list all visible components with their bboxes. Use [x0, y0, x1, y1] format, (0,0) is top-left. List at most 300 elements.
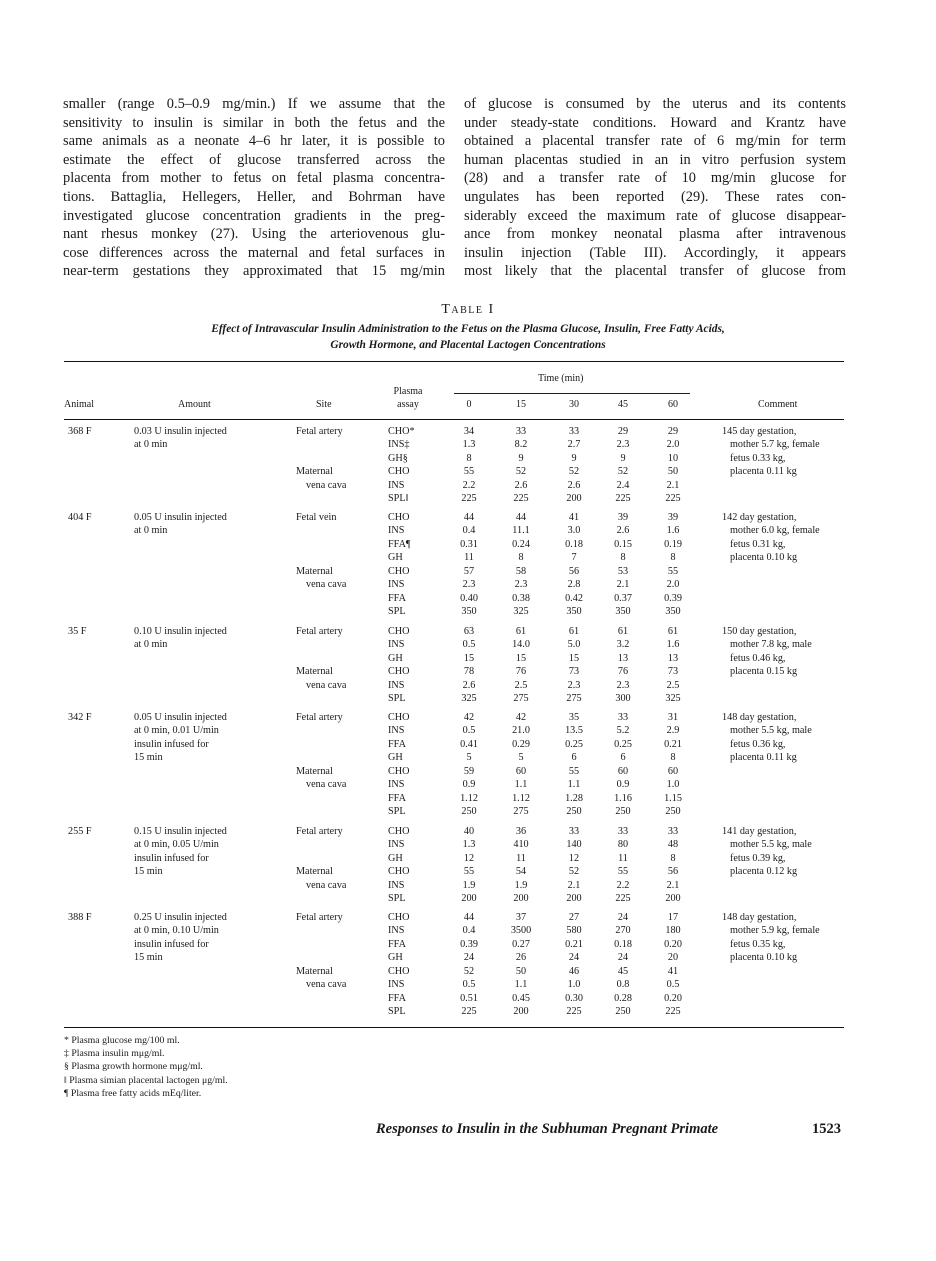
row-comment-text: fetus 0.33 kg, — [730, 452, 786, 464]
table-cell-value: 39 — [617, 512, 629, 523]
row-comment-text: mother 7.8 kg, male — [730, 639, 812, 651]
row-amount-text: 0.03 U insulin injected — [134, 426, 227, 437]
table-cell-value: 37 — [515, 912, 527, 923]
row-comment-text: mother 5.9 kg, female — [730, 925, 820, 937]
table-cell-value: 0.5 — [462, 639, 476, 651]
table-cell-value: 580 — [566, 925, 582, 937]
body-text-line: cose differences across the maternal and fetal surfaces in — [63, 244, 445, 261]
table-cell-value: 1.1 — [567, 779, 581, 791]
table-cell-value: 13 — [617, 652, 629, 664]
body-text-left-column — [63, 95, 445, 281]
table-cell-value: 225 — [513, 493, 529, 505]
header-site: Site — [316, 399, 332, 410]
table-cell-value: 2.0 — [666, 439, 680, 451]
table-cell-value: 33 — [617, 826, 629, 837]
row-assay-label: FFA — [388, 592, 406, 604]
row-assay-label: SPL — [388, 606, 406, 618]
table-cell-value: 50 — [515, 965, 527, 977]
table-cell-value: 2.2 — [462, 479, 476, 491]
table-cell-value: 55 — [463, 866, 475, 878]
table-cell-value: 35 — [568, 712, 580, 723]
header-time-30: 30 — [569, 399, 579, 410]
header-time-60: 60 — [668, 399, 678, 410]
row-amount-text: insulin infused for — [134, 938, 209, 950]
table-cell-value: 40 — [463, 826, 475, 837]
table-cell-value: 2.1 — [666, 879, 680, 891]
table-cell-value: 0.29 — [512, 738, 530, 750]
table-cell-value: 2.2 — [616, 879, 630, 891]
table-caption-line: Effect of Intravascular Insulin Administration to the Fetus on the Plasma Glucose, Insulin, Free Fatty Acids, — [211, 323, 725, 335]
table-cell-value: 200 — [461, 893, 477, 905]
header-comment: Comment — [758, 399, 798, 410]
table-cell-value: 8 — [670, 752, 676, 764]
table-cell-value: 0.21 — [565, 938, 583, 950]
row-assay-label: INS — [388, 879, 405, 891]
table-cell-value: 54 — [515, 866, 527, 878]
table-cell-value: 0.30 — [565, 992, 583, 1004]
table-cell-value: 31 — [667, 712, 679, 723]
table-cell-value: 140 — [566, 839, 582, 851]
footnote: * Plasma glucose mg/100 ml. — [64, 1035, 180, 1046]
table-cell-value: 325 — [665, 693, 681, 705]
row-comment-text: mother 5.5 kg, male — [730, 839, 812, 851]
table-cell-value: 52 — [515, 466, 527, 478]
table-cell-value: 57 — [463, 565, 475, 577]
row-site-label: Maternal — [296, 666, 333, 678]
table-cell-value: 24 — [463, 952, 475, 964]
table-cell-value: 2.6 — [567, 479, 581, 491]
table-cell-value: 8 — [518, 552, 524, 564]
table-cell-value: 80 — [617, 839, 629, 851]
row-animal-id: 35 F — [68, 626, 87, 637]
table-cell-value: 2.6 — [616, 525, 630, 537]
row-assay-label: INS — [388, 525, 405, 537]
table-cell-value: 2.1 — [616, 579, 630, 591]
row-comment-text: 142 day gestation, — [722, 512, 797, 523]
table-cell-value: 225 — [665, 1006, 681, 1018]
table-cell-value: 200 — [566, 893, 582, 905]
row-assay-label: GH§ — [388, 452, 408, 464]
table-cell-value: 56 — [568, 565, 580, 577]
table-cell-value: 6 — [620, 752, 626, 764]
header-time-45: 45 — [618, 399, 628, 410]
body-text-line: estimate the effect of glucose transferred across the — [63, 151, 445, 168]
table-title: Table I — [441, 302, 495, 317]
table-cell-value: 0.25 — [614, 738, 632, 750]
table-cell-value: 0.5 — [462, 979, 476, 991]
table-cell-value: 1.16 — [614, 792, 632, 804]
row-amount-text: 0.10 U insulin injected — [134, 626, 227, 637]
row-site-label: Fetal artery — [296, 626, 343, 637]
table-cell-value: 52 — [617, 466, 629, 478]
footnote: ‖ Plasma simian placental lactogen μg/ml. — [64, 1074, 228, 1086]
row-assay-label: GH — [388, 552, 403, 564]
table-cell-value: 1.0 — [567, 979, 581, 991]
row-site-label: vena cava — [306, 979, 347, 991]
header-plasma-assay-line2: assay — [397, 399, 419, 411]
table-cell-value: 0.51 — [460, 992, 478, 1004]
table-cell-value: 36 — [515, 826, 527, 837]
row-assay-label: CHO — [388, 512, 410, 523]
row-comment-text: placenta 0.12 kg — [730, 866, 798, 878]
table-cell-value: 17 — [667, 912, 679, 923]
table-cell-value: 225 — [615, 493, 631, 505]
row-comment-text: mother 6.0 kg, female — [730, 525, 820, 537]
table-cell-value: 0.4 — [462, 525, 476, 537]
table-cell-value: 60 — [617, 765, 629, 777]
row-assay-label: CHO — [388, 712, 410, 723]
row-assay-label: GH — [388, 652, 403, 664]
row-site-label: vena cava — [306, 679, 347, 691]
header-plasma-assay-line1: Plasma — [393, 386, 423, 397]
table-cell-value: 52 — [568, 866, 580, 878]
table-cell-value: 0.38 — [512, 592, 530, 604]
table-cell-value: 42 — [515, 712, 527, 723]
table-cell-value: 24 — [568, 952, 580, 964]
row-assay-label: FFA — [388, 738, 406, 750]
row-amount-text: at 0 min — [134, 639, 168, 651]
table-cell-value: 56 — [667, 866, 679, 878]
table-cell-value: 5.0 — [567, 639, 581, 651]
table-cell-value: 2.8 — [567, 579, 581, 591]
running-footer-title: Responses to Insulin in the Subhuman Pregnant Primate — [376, 1121, 719, 1137]
table-footnotes — [64, 1034, 228, 1100]
table-cell-value: 1.12 — [460, 792, 478, 804]
table-cell-value: 0.45 — [512, 992, 530, 1004]
row-comment-text: mother 5.7 kg, female — [730, 439, 820, 451]
row-comment-text: placenta 0.11 kg — [730, 466, 797, 478]
table-cell-value: 2.3 — [616, 679, 630, 691]
row-animal-id: 368 F — [68, 426, 92, 437]
table-cell-value: 24 — [617, 912, 629, 923]
body-text-line: investigated glucose concentration gradients in the preg- — [63, 207, 445, 224]
body-text-line: ungulates has been reported (29). These rates con- — [464, 188, 846, 205]
table-caption-line: Growth Hormone, and Placental Lactogen Concentrations — [330, 339, 606, 351]
table-cell-value: 225 — [615, 893, 631, 905]
row-amount-text: 15 min — [134, 952, 163, 964]
row-assay-label: FFA — [388, 938, 406, 950]
table-cell-value: 55 — [617, 866, 629, 878]
row-assay-label: CHO — [388, 666, 410, 678]
row-animal-id: 388 F — [68, 912, 92, 923]
table-cell-value: 33 — [667, 826, 679, 837]
table-cell-value: 39 — [667, 512, 679, 523]
table-cell-value: 0.42 — [565, 592, 583, 604]
table-cell-value: 59 — [463, 765, 475, 777]
table-cell-value: 53 — [617, 565, 629, 577]
table-cell-value: 0.28 — [614, 992, 632, 1004]
table-cell-value: 1.1 — [514, 779, 528, 791]
body-text-right-column — [464, 95, 846, 281]
row-amount-text: at 0 min — [134, 439, 168, 451]
table-cell-value: 0.20 — [664, 938, 682, 950]
table-cell-value: 55 — [568, 765, 580, 777]
table-cell-value: 63 — [463, 626, 475, 637]
table-cell-value: 0.4 — [462, 925, 476, 937]
header-plasma-assay — [386, 385, 430, 412]
header-time-15: 15 — [516, 399, 526, 410]
table-cell-value: 33 — [568, 426, 580, 437]
table-cell-value: 9 — [571, 452, 577, 464]
body-text-line: human placentas studied in an in vitro perfusion system — [464, 151, 846, 168]
table-cell-value: 250 — [615, 806, 631, 818]
row-site-label: Maternal — [296, 466, 333, 478]
row-site-label: Maternal — [296, 866, 333, 878]
table-cell-value: 12 — [568, 852, 580, 864]
table-cell-value: 1.28 — [565, 792, 583, 804]
table-cell-value: 200 — [566, 493, 582, 505]
table-cell-value: 275 — [566, 693, 582, 705]
table-cell-value: 24 — [617, 952, 629, 964]
data-table — [64, 365, 844, 1025]
table-cell-value: 7 — [571, 552, 577, 564]
table-cell-value: 0.37 — [614, 592, 632, 604]
table-cell-value: 350 — [665, 606, 681, 618]
table-cell-value: 325 — [513, 606, 529, 618]
table-cell-value: 2.3 — [514, 579, 528, 591]
body-text-line: near-term gestations they approximated that 15 mg/min — [63, 263, 445, 280]
row-comment-text: placenta 0.10 kg — [730, 952, 798, 964]
table-cell-value: 3500 — [510, 925, 532, 937]
row-assay-label: INS — [388, 479, 405, 491]
row-site-label: Fetal artery — [296, 912, 343, 923]
table-cell-value: 2.9 — [666, 725, 680, 737]
table-cell-value: 73 — [568, 666, 580, 678]
table-cell-value: 2.1 — [666, 479, 680, 491]
table-cell-value: 21.0 — [512, 725, 530, 737]
table-top-rule — [64, 361, 844, 362]
row-assay-label: FFA — [388, 792, 406, 804]
table-cell-value: 250 — [461, 806, 477, 818]
row-amount-text: 15 min — [134, 866, 163, 878]
row-amount-text: at 0 min — [134, 525, 168, 537]
header-time-rule — [454, 393, 690, 394]
row-assay-label: CHO — [388, 765, 410, 777]
table-cell-value: 26 — [515, 952, 527, 964]
table-cell-value: 20 — [667, 952, 679, 964]
table-cell-value: 5 — [518, 752, 524, 764]
table-cell-value: 0.5 — [666, 979, 680, 991]
table-cell-value: 2.3 — [462, 579, 476, 591]
row-assay-label: GH — [388, 852, 403, 864]
table-cell-value: 225 — [665, 493, 681, 505]
row-animal-id: 255 F — [68, 826, 92, 837]
table-cell-value: 5.2 — [616, 725, 630, 737]
row-assay-label: GH — [388, 752, 403, 764]
table-cell-value: 0.15 — [614, 538, 632, 550]
row-assay-label: INS — [388, 839, 405, 851]
table-cell-value: 29 — [617, 426, 629, 437]
table-cell-value: 250 — [615, 1006, 631, 1018]
table-cell-value: 410 — [513, 839, 529, 851]
table-cell-value: 0.5 — [462, 725, 476, 737]
table-cell-value: 55 — [667, 565, 679, 577]
row-site-label: Fetal artery — [296, 826, 343, 837]
table-cell-value: 8 — [670, 852, 676, 864]
table-cell-value: 0.18 — [565, 538, 583, 550]
footnote: ‡ Plasma insulin mμg/ml. — [64, 1048, 165, 1060]
row-assay-label: CHO — [388, 626, 410, 637]
table-cell-value: 225 — [566, 1006, 582, 1018]
table-cell-value: 27 — [568, 912, 580, 923]
row-comment-text: fetus 0.46 kg, — [730, 652, 786, 664]
table-cell-value: 60 — [667, 765, 679, 777]
row-site-label: Maternal — [296, 565, 333, 577]
table-cell-value: 2.3 — [567, 679, 581, 691]
table-cell-value: 34 — [463, 426, 475, 437]
table-cell-value: 6 — [571, 752, 577, 764]
row-comment-text: fetus 0.36 kg, — [730, 738, 786, 750]
body-text-line: same animals as a neonate 4–6 hr later, it is possible to — [63, 133, 445, 150]
table-cell-value: 8 — [620, 552, 626, 564]
table-cell-value: 0.19 — [664, 538, 682, 550]
table-cell-value: 61 — [617, 626, 629, 637]
table-cell-value: 200 — [665, 893, 681, 905]
table-cell-value: 250 — [665, 806, 681, 818]
table-cell-value: 3.0 — [567, 525, 581, 537]
table-cell-value: 50 — [667, 466, 679, 478]
row-assay-label: CHO — [388, 912, 410, 923]
body-text-line: nant rhesus monkey (27). Using the arteriovenous glu- — [63, 226, 445, 243]
row-site-label: vena cava — [306, 779, 347, 791]
body-text-line: most likely that the placental transfer of glucose from — [464, 263, 846, 280]
row-assay-label: CHO — [388, 565, 410, 577]
table-cell-value: 0.9 — [462, 779, 476, 791]
table-cell-value: 33 — [617, 712, 629, 723]
row-comment-text: 148 day gestation, — [722, 912, 797, 923]
table-cell-value: 48 — [667, 839, 679, 851]
table-cell-value: 5 — [466, 752, 472, 764]
table-cell-value: 270 — [615, 925, 631, 937]
table-cell-value: 225 — [461, 493, 477, 505]
row-amount-text: insulin infused for — [134, 852, 209, 864]
body-text-line: siderably exceed the maximum rate of glucose disappear- — [464, 207, 846, 224]
table-cell-value: 2.7 — [567, 439, 581, 451]
table-cell-value: 9 — [620, 452, 626, 464]
table-cell-value: 1.12 — [512, 792, 530, 804]
table-cell-value: 1.3 — [462, 839, 476, 851]
row-assay-label: FFA — [388, 992, 406, 1004]
table-cell-value: 33 — [515, 426, 527, 437]
table-cell-value: 10 — [667, 452, 679, 464]
table-cell-value: 46 — [568, 965, 580, 977]
row-assay-label: SPL — [388, 1006, 406, 1018]
table-cell-value: 61 — [568, 626, 580, 637]
table-bottom-rule — [64, 1027, 844, 1028]
row-assay-label: SPL — [388, 806, 406, 818]
body-text-line: insulin injection (Table III). Accordingly, it appears — [464, 244, 846, 261]
row-amount-text: at 0 min, 0.10 U/min — [134, 925, 219, 937]
table-cell-value: 15 — [568, 652, 580, 664]
row-site-label: Fetal vein — [296, 512, 337, 523]
row-comment-text: mother 5.5 kg, male — [730, 725, 812, 737]
body-text-line: smaller (range 0.5–0.9 mg/min.) If we assume that the — [63, 96, 445, 112]
row-comment-text: 150 day gestation, — [722, 626, 797, 637]
table-cell-value: 275 — [513, 806, 529, 818]
row-assay-label: FFA¶ — [388, 538, 411, 550]
table-cell-value: 76 — [617, 666, 629, 678]
table-cell-value: 44 — [463, 512, 475, 523]
table-cell-value: 0.41 — [460, 738, 478, 750]
table-cell-value: 11 — [516, 852, 526, 864]
row-assay-label: INS — [388, 779, 405, 791]
table-cell-value: 0.31 — [460, 538, 478, 550]
table-cell-value: 1.6 — [666, 525, 680, 537]
table-cell-value: 11.1 — [512, 525, 530, 537]
row-site-label: Maternal — [296, 965, 333, 977]
table-cell-value: 1.15 — [664, 792, 682, 804]
header-animal: Animal — [64, 399, 94, 410]
body-text-line: sensitivity to insulin is similar in both the fetus and the — [63, 114, 445, 131]
table-cell-value: 0.20 — [664, 992, 682, 1004]
header-time: Time (min) — [538, 373, 584, 384]
body-text-line: of glucose is consumed by the uterus and its contents — [464, 96, 846, 112]
table-cell-value: 300 — [615, 693, 631, 705]
row-site-label: vena cava — [306, 579, 347, 591]
table-cell-value: 200 — [513, 893, 529, 905]
header-time-0: 0 — [466, 399, 472, 410]
table-cell-value: 12 — [463, 852, 475, 864]
table-cell-value: 13.5 — [565, 725, 583, 737]
row-animal-id: 404 F — [68, 512, 92, 523]
table-cell-value: 350 — [615, 606, 631, 618]
row-assay-label: CHO — [388, 826, 410, 837]
body-text-line: (28) and a transfer rate of 10 mg/min glucose for — [464, 170, 846, 187]
table-cell-value: 33 — [568, 826, 580, 837]
row-comment-text: 141 day gestation, — [722, 826, 797, 837]
row-assay-label: CHO — [388, 965, 410, 977]
row-assay-label: INS‡ — [388, 439, 410, 451]
table-cell-value: 325 — [461, 693, 477, 705]
row-assay-label: SPL‖ — [388, 493, 409, 505]
table-cell-value: 58 — [515, 565, 527, 577]
table-cell-value: 0.18 — [614, 938, 632, 950]
row-assay-label: SPL — [388, 893, 406, 905]
row-comment-text: placenta 0.10 kg — [730, 552, 798, 564]
table-cell-value: 1.0 — [666, 779, 680, 791]
row-site-label: Fetal artery — [296, 426, 343, 437]
table-cell-value: 14.0 — [512, 639, 530, 651]
row-animal-id: 342 F — [68, 712, 92, 723]
table-cell-value: 0.21 — [664, 738, 682, 750]
row-amount-text: 0.25 U insulin injected — [134, 912, 227, 923]
table-cell-value: 41 — [568, 512, 580, 523]
table-cell-value: 2.5 — [666, 679, 680, 691]
table-cell-value: 1.1 — [514, 979, 528, 991]
page-number: 1523 — [812, 1121, 841, 1137]
table-cell-value: 41 — [667, 965, 679, 977]
table-cell-value: 78 — [463, 666, 475, 678]
table-cell-value: 73 — [667, 666, 679, 678]
row-assay-label: SPL — [388, 693, 406, 705]
table-cell-value: 8.2 — [514, 439, 528, 451]
table-cell-value: 200 — [513, 1006, 529, 1018]
row-comment-text: 145 day gestation, — [722, 426, 797, 437]
table-cell-value: 250 — [566, 806, 582, 818]
table-cell-value: 45 — [617, 965, 629, 977]
footnote: ¶ Plasma free fatty acids mEq/liter. — [64, 1087, 202, 1099]
row-comment-text: placenta 0.11 kg — [730, 752, 797, 764]
row-site-label: Maternal — [296, 765, 333, 777]
table-caption — [100, 321, 836, 353]
table-cell-value: 3.2 — [616, 639, 630, 651]
table-cell-value: 44 — [515, 512, 527, 523]
row-site-label: Fetal artery — [296, 712, 343, 723]
row-assay-label: CHO — [388, 466, 410, 478]
table-cell-value: 42 — [463, 712, 475, 723]
table-cell-value: 76 — [515, 666, 527, 678]
row-assay-label: CHO — [388, 866, 410, 878]
